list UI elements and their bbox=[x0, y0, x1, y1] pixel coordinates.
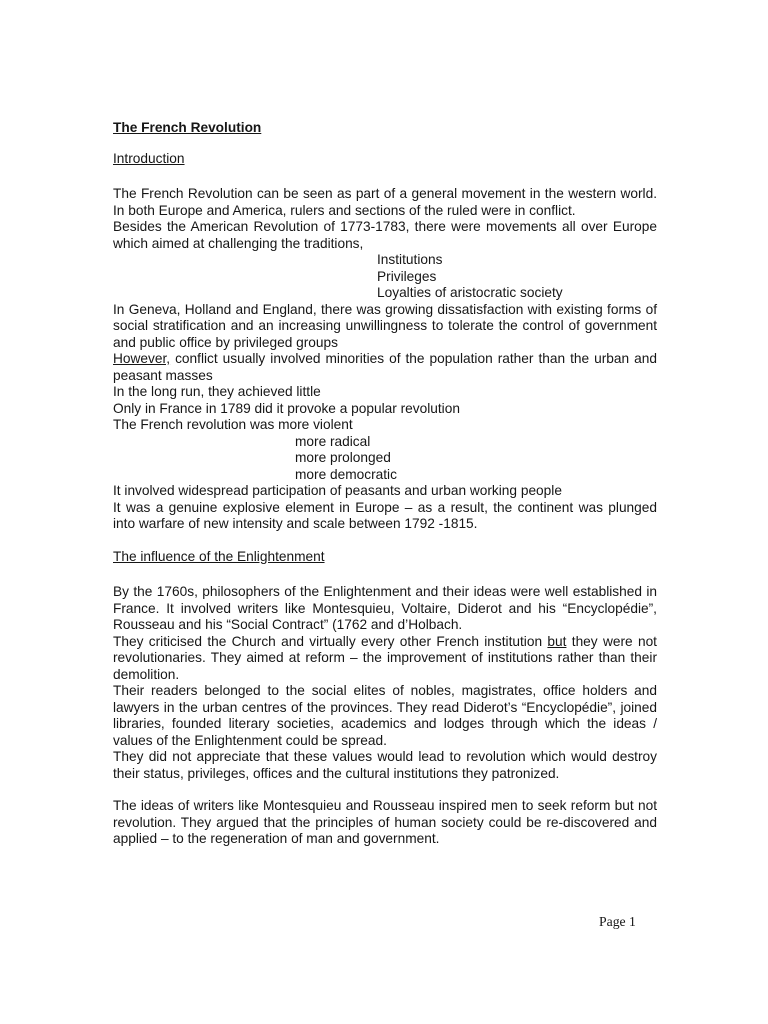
enlightenment-paragraph-5: The ideas of writers like Montesquieu and Rousseau inspired men to seek reform but not revolution. They argued that the principles of human society could be re-discovered and applied – to the regeneration of man and government. bbox=[113, 798, 657, 846]
intro-paragraph-2: Besides the American Revolution of 1773-1783, there were movements all over Europe which aimed at challenging the traditions, bbox=[113, 219, 657, 251]
enlightenment-paragraph-1: By the 1760s, philosophers of the Enlightenment and their ideas were well established in France. It involved writers like Montesquieu, Voltaire, Diderot and his “Encyclopédie”, Rousseau and his “Social Contract” (1762 and d’Holbach. bbox=[113, 584, 657, 632]
section-heading-introduction: Introduction bbox=[113, 150, 185, 166]
intro-paragraph-7: The French revolution was more violent bbox=[113, 417, 353, 432]
intro-paragraph-9: It was a genuine explosive element in Europe – as a result, the continent was plunged into warfare of new intensity and scale between 1792 -1815. bbox=[113, 499, 657, 531]
but-emphasis: but bbox=[547, 633, 567, 649]
enlightenment-paragraph-2-b: they were not revolutionaries. They aimed at reform – the improvement of institutions rather than their demolition. bbox=[113, 633, 657, 682]
enlightenment-paragraph-3: Their readers belonged to the social elites of nobles, magistrates, office holders and lawyers in the urban centres of the provinces. They read Diderot’s “Encyclopédie”, joined libraries, founded literary societies, academics and lodges through which the ideas / values of the Enlightenment could be spread. bbox=[113, 683, 657, 748]
list-item-more-radical: more radical bbox=[295, 433, 371, 449]
page-number: Page 1 bbox=[599, 914, 636, 929]
intro-paragraph-6: Only in France in 1789 did it provoke a popular revolution bbox=[113, 400, 460, 416]
list-item-more-democratic: more democratic bbox=[295, 466, 397, 482]
intro-paragraph-3: In Geneva, Holland and England, there was growing dissatisfaction with existing forms of social stratification and an increasing unwillingness to tolerate the control of government and public office by privileged groups bbox=[113, 301, 657, 350]
document-body bbox=[113, 120, 657, 848]
intro-paragraph-8: It involved widespread participation of peasants and urban working people bbox=[113, 483, 562, 498]
list-item-more-prolonged: more prolonged bbox=[295, 450, 391, 465]
list-item-institutions: Institutions bbox=[377, 252, 443, 267]
enlightenment-paragraph-2-a: They criticised the Church and virtually every other French institution bbox=[113, 633, 548, 649]
list-item-privileges: Privileges bbox=[377, 268, 437, 284]
list-item-loyalties: Loyalties of aristocratic society bbox=[377, 285, 563, 300]
section-heading-enlightenment: The influence of the Enlightenment bbox=[113, 548, 325, 564]
enlightenment-paragraph-4: They did not appreciate that these values would lead to revolution which would destroy their status, privileges, offices and the cultural institutions they patronized. bbox=[113, 749, 657, 781]
enlightenment-paragraph-2 bbox=[113, 634, 657, 684]
intro-paragraph-4 bbox=[113, 351, 657, 384]
document-title: The French Revolution bbox=[113, 120, 262, 135]
however-emphasis: However, bbox=[113, 351, 171, 366]
intro-paragraph-5: In the long run, they achieved little bbox=[113, 384, 321, 399]
intro-paragraph-1: The French Revolution can be seen as part of a general movement in the western world. In both Europe and America, rulers and sections of the ruled were in conflict. bbox=[113, 186, 657, 218]
intro-paragraph-4-rest: conflict usually involved minorities of the population rather than the urban and peasant masses bbox=[113, 351, 657, 383]
paragraph-spacer bbox=[113, 782, 657, 798]
